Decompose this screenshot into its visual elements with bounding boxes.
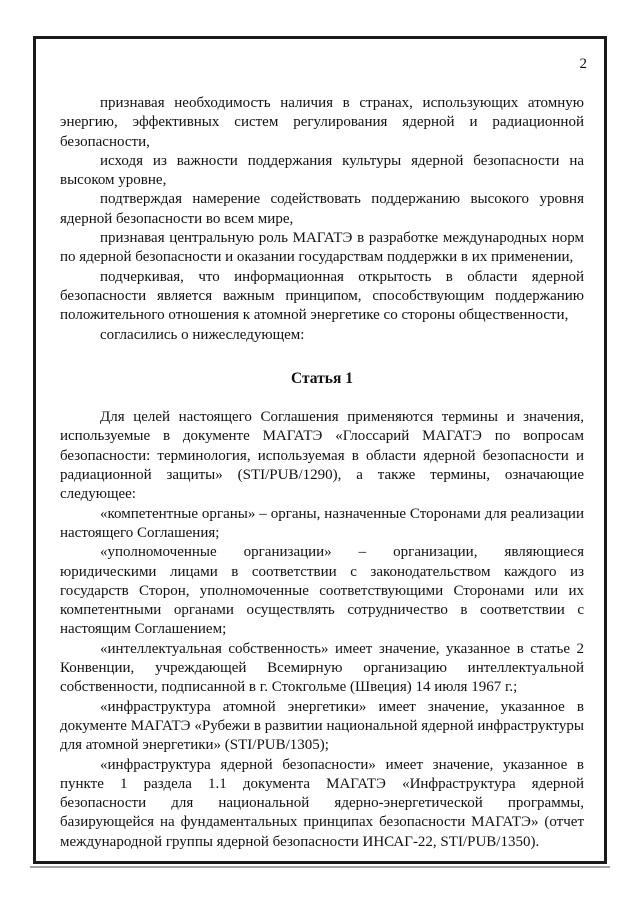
scan-edge-line [30,866,610,868]
definition-paragraph: «компетентные органы» – органы, назначенные Сторонами для реализации настоящего Соглашения; [60,505,584,541]
definition-paragraph: «интеллектуальная собственность» имеет значение, указанное в статье 2 Конвенции, учреждающей Всемирную организацию интеллектуальной собственности, подписанной в г. Стокгольме (Швеция) 14 июля 1967 г.; [60,640,584,696]
article-heading: Статья 1 [291,369,353,387]
definition-paragraph: «инфраструктура атомной энергетики» имеет значение, указанное в документе МАГАТЭ «Рубежи в развитии национальной ядерной инфраструктуры для атомной энергетики» (STI/PUB/1305); [60,698,584,754]
definition-paragraph: «инфраструктура ядерной безопасности» имеет значение, указанное в пункте 1 раздела 1.1 документа МАГАТЭ «Инфраструктура ядерной безопасности для национальной ядерно-энергетической программы, базирующейся на фундаментальных принципах безопасности МАГАТЭ» (отчет международной группы ядерной безопасности ИНСАГ-22, STI/PUB/1350). [60,756,584,850]
preamble-paragraph: согласились о нижеследующем: [100,326,305,343]
article-paragraph: Для целей настоящего Соглашения применяются термины и значения, используемые в документе МАГАТЭ «Глоссарий МАГАТЭ по вопросам безопасности: терминология, используемая в области ядерной безопасности и радиационной защиты» (STI/PUB/1290), а также термины, означающие следующее: [60,409,584,503]
preamble-paragraph: подчеркивая, что информационная открытость в области ядерной безопасности является важным принципом, способствующим поддержанию положительного отношения к атомной энергетике со стороны общественности, [60,268,584,324]
page-number: 2 [579,56,587,72]
preamble-paragraph: подтверждая намерение содействовать поддержанию высокого уровня ядерной безопасности во всем мире, [60,191,584,227]
preamble-paragraph: признавая необходимость наличия в странах, использующих атомную энергию, эффективных систем регулирования ядерной и радиационной безопасности, [60,95,584,150]
preamble-paragraph: признавая центральную роль МАГАТЭ в разработке международных норм по ядерной безопасности и оказании государствам поддержки в их применении, [60,230,584,266]
document-body [60,94,584,852]
definition-paragraph: «уполномоченные организации» – организации, являющиеся юридическими лицами в соответствии с законодательством каждого из государств Сторон, уполномоченные соответствующими Сторонами или их компетентными органами осуществлять сотрудничество в соответствии с настоящим Соглашением; [60,544,584,638]
preamble-paragraph: исходя из важности поддержания культуры ядерной безопасности на высоком уровне, [60,152,584,189]
